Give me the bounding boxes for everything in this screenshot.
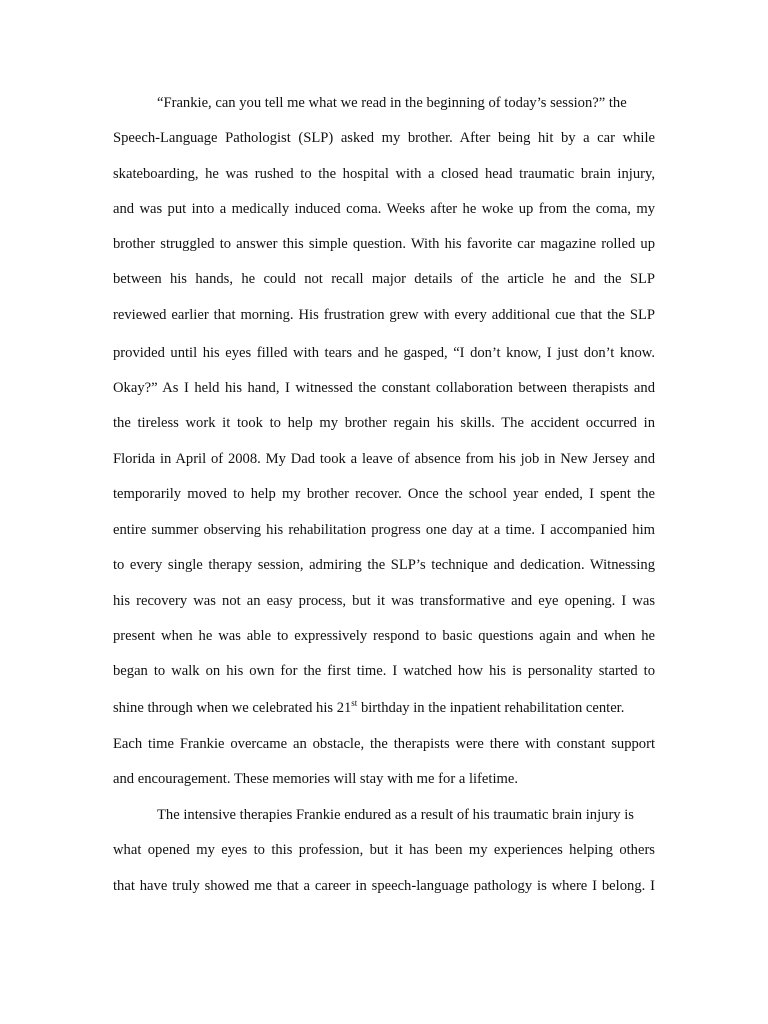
paragraph-1-line-ordinal	[113, 699, 624, 717]
paragraph-2-line: that have truly showed me that a career in speech-language pathology is where I belong. I	[113, 878, 655, 894]
paragraph-1-line: began to walk on his own for the first time. I watched how his is personality started to	[113, 663, 655, 679]
paragraph-1-line: and encouragement. These memories will stay with me for a lifetime.	[113, 771, 518, 787]
paragraph-1-line: the tireless work it took to help my brother regain his skills. The accident occurred in	[113, 415, 655, 431]
paragraph-1-line: skateboarding, he was rushed to the hospital with a closed head traumatic brain injury,	[113, 166, 655, 182]
paragraph-1-line: his recovery was not an easy process, but it was transformative and eye opening. I was	[113, 593, 655, 609]
paragraph-1-line: provided until his eyes filled with tears and he gasped, “I don’t know, I just don’t know.	[113, 345, 655, 361]
paragraph-1-line: to every single therapy session, admiring the SLP’s technique and dedication. Witnessing	[113, 557, 655, 573]
paragraph-1-line: temporarily moved to help my brother recover. Once the school year ended, I spent the	[113, 486, 655, 502]
paragraph-1-line: entire summer observing his rehabilitation progress one day at a time. I accompanied him	[113, 522, 655, 538]
paragraph-1-line: and was put into a medically induced coma. Weeks after he woke up from the coma, my	[113, 201, 655, 217]
paragraph-1-line: “Frankie, can you tell me what we read in the beginning of today’s session?” the	[157, 95, 627, 111]
line-text: birthday in the inpatient rehabilitation center.	[357, 700, 625, 716]
paragraph-1-line: Speech-Language Pathologist (SLP) asked my brother. After being hit by a car while	[113, 130, 655, 146]
paragraph-1-line: present when he was able to expressively respond to basic questions again and when he	[113, 628, 655, 644]
paragraph-1-line: reviewed earlier that morning. His frustration grew with every additional cue that the SLP	[113, 307, 655, 323]
paragraph-1-line: Each time Frankie overcame an obstacle, the therapists were there with constant support	[113, 736, 655, 752]
paragraph-1-line: brother struggled to answer this simple question. With his favorite car magazine rolled up	[113, 236, 655, 252]
paragraph-1-line: between his hands, he could not recall major details of the article he and the SLP	[113, 271, 655, 287]
paragraph-2-line: The intensive therapies Frankie endured as a result of his traumatic brain injury is	[157, 807, 634, 823]
paragraph-2-line: what opened my eyes to this profession, but it has been my experiences helping others	[113, 842, 655, 858]
line-text: shine through when we celebrated his 21	[113, 700, 352, 716]
paragraph-1-line: Okay?” As I held his hand, I witnessed the constant collaboration between therapists and	[113, 380, 655, 396]
ordinal-suffix: st	[351, 698, 358, 709]
paragraph-1-line: Florida in April of 2008. My Dad took a leave of absence from his job in New Jersey and	[113, 451, 655, 467]
